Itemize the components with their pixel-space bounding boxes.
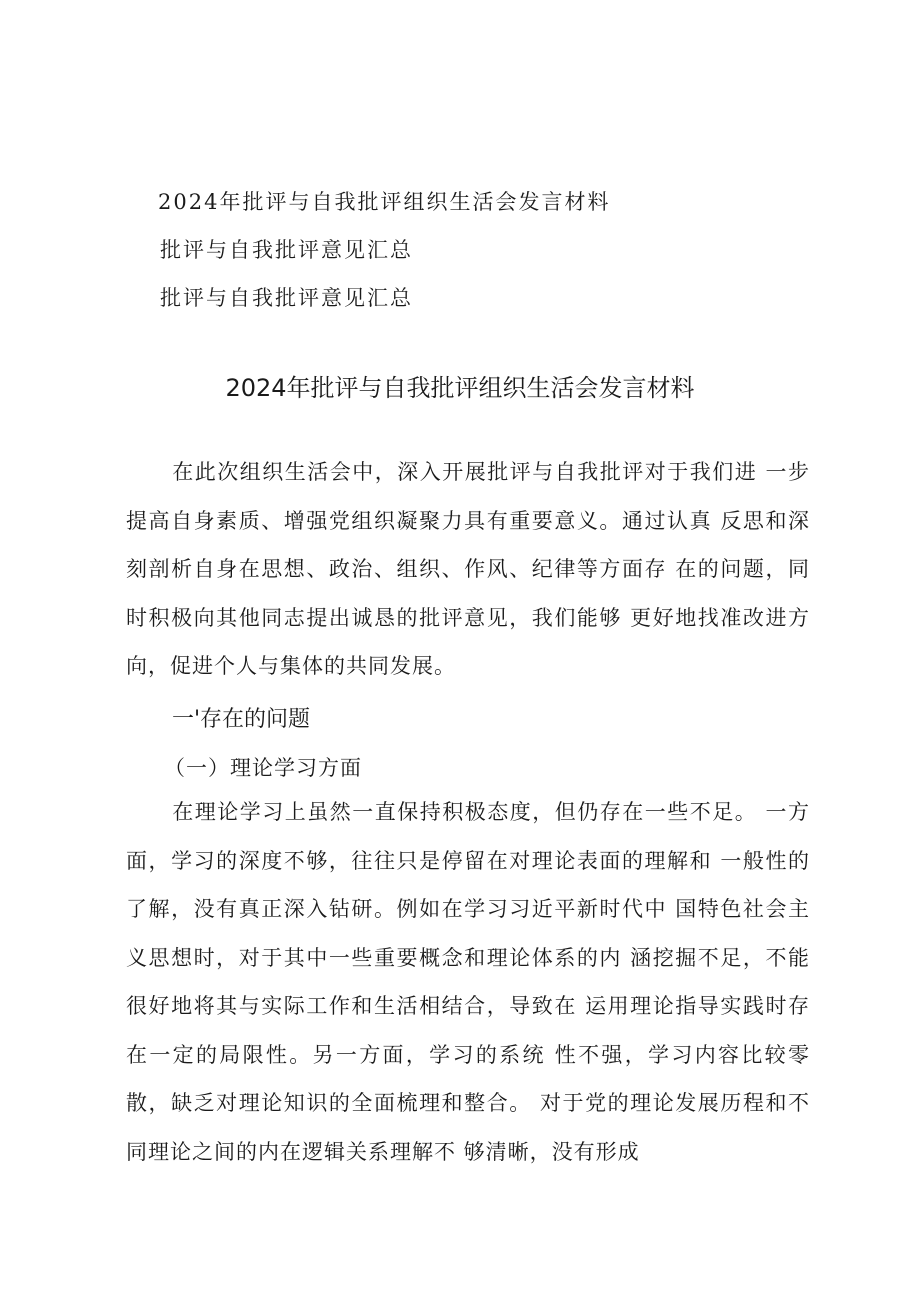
section-paragraph: 在理论学习上虽然一直保持积极态度，但仍存在一些不足。 一方面，学习的深度不够，往往只是停留在对理论表面的理解和 一般性的了解，没有真正深入钻研。例如在学习习近平新时代中 国特色社会主义思想时，对于其中一些重要概念和理论体系的内 涵挖掘不足，不能很好地将其与实际工作和生活相结合，导致在 运用理论指导实践时存在一定的局限性。另一方面，学习的系统 性不强，学习内容比较零散，缺乏对理论知识的全面梳理和整合。 对于党的理论发展历程和不同理论之间的内在逻辑关系理解不 够清晰，没有形成 (126, 800, 810, 1164)
table-of-contents (158, 178, 758, 322)
intro-paragraph: 在此次组织生活会中，深入开展批评与自我批评对于我们进 一步提高自身素质、增强党组织凝聚力具有重要意义。通过认真 反思和深刻剖析自身在思想、政治、组织、作风、纪律等方面存 在的问题，同时积极向其他同志提出诚恳的批评意见，我们能够 更好地找准改进方向，促进个人与集体的共同发展。 (126, 460, 810, 678)
toc-item[interactable]: 批评与自我批评意见汇总 (160, 286, 413, 310)
section-body (126, 788, 810, 1176)
document-title: 2024年批评与自我批评组织生活会发言材料 (225, 374, 695, 402)
sub-heading: （一）理论学习方面 (164, 756, 362, 780)
section-heading: 一'存在的问题 (172, 707, 311, 732)
toc-item[interactable]: 批评与自我批评意见汇总 (160, 238, 413, 262)
toc-item[interactable]: 2024年批评与自我批评组织生活会发言材料 (158, 190, 611, 214)
intro-section (126, 448, 810, 691)
